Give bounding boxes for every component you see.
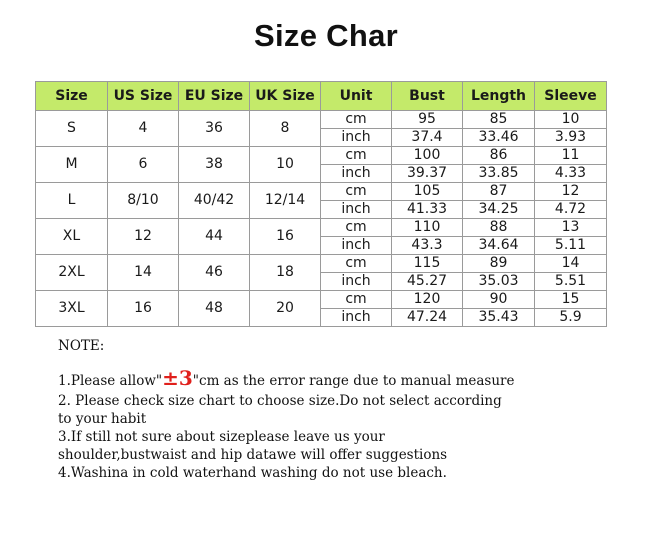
note-2: 2. Please check size chart to choose size.Do not select according	[58, 393, 502, 409]
us-size-cell: 6	[108, 147, 179, 183]
table-row	[36, 219, 607, 237]
sleeve-cell: 4.33	[535, 165, 607, 183]
unit-cell: cm	[321, 111, 392, 129]
note-4: 4.Washina in cold waterhand washing do not use bleach.	[58, 465, 447, 481]
sleeve-cell: 4.72	[535, 201, 607, 219]
us-size-cell: 4	[108, 111, 179, 147]
length-cell: 35.03	[463, 273, 535, 291]
size-cell: L	[36, 183, 108, 219]
sleeve-cell: 10	[535, 111, 607, 129]
bust-cell: 115	[392, 255, 463, 273]
uk-size-cell: 20	[250, 291, 321, 327]
header-uk-size: UK Size	[250, 82, 321, 111]
page-title: Size Char	[254, 18, 398, 53]
bust-cell: 39.37	[392, 165, 463, 183]
eu-size-cell: 38	[179, 147, 250, 183]
sleeve-cell: 12	[535, 183, 607, 201]
size-chart-table	[35, 81, 607, 327]
size-cell: 2XL	[36, 255, 108, 291]
size-cell: XL	[36, 219, 108, 255]
unit-cell: inch	[321, 129, 392, 147]
table-row	[36, 183, 607, 201]
note-3-continued: shoulder,bustwaist and hip datawe will offer suggestions	[58, 447, 448, 463]
table-row	[36, 291, 607, 309]
note-2-continued: to your habit	[58, 411, 147, 427]
bust-cell: 41.33	[392, 201, 463, 219]
error-range-value: ±3	[162, 366, 193, 390]
length-cell: 89	[463, 255, 535, 273]
length-cell: 33.46	[463, 129, 535, 147]
unit-cell: cm	[321, 183, 392, 201]
unit-cell: inch	[321, 201, 392, 219]
bust-cell: 95	[392, 111, 463, 129]
us-size-cell: 16	[108, 291, 179, 327]
uk-size-cell: 18	[250, 255, 321, 291]
bust-cell: 105	[392, 183, 463, 201]
unit-cell: inch	[321, 273, 392, 291]
header-unit: Unit	[321, 82, 392, 111]
header-length: Length	[463, 82, 535, 111]
bust-cell: 43.3	[392, 237, 463, 255]
note-1-text-end: "cm as the error range due to manual measure	[192, 373, 515, 389]
header-bust: Bust	[392, 82, 463, 111]
table-row	[36, 147, 607, 165]
length-cell: 34.64	[463, 237, 535, 255]
eu-size-cell: 44	[179, 219, 250, 255]
length-cell: 33.85	[463, 165, 535, 183]
length-cell: 90	[463, 291, 535, 309]
notes-section	[58, 337, 658, 482]
sleeve-cell: 5.9	[535, 309, 607, 327]
sleeve-cell: 11	[535, 147, 607, 165]
unit-cell: cm	[321, 291, 392, 309]
bust-cell: 120	[392, 291, 463, 309]
unit-cell: inch	[321, 237, 392, 255]
bust-cell: 110	[392, 219, 463, 237]
size-cell: M	[36, 147, 108, 183]
unit-cell: inch	[321, 309, 392, 327]
header-sleeve: Sleeve	[535, 82, 607, 111]
unit-cell: cm	[321, 219, 392, 237]
eu-size-cell: 48	[179, 291, 250, 327]
unit-cell: cm	[321, 147, 392, 165]
header-size: Size	[36, 82, 108, 111]
note-3: 3.If still not sure about sizeplease leave us your	[58, 429, 385, 445]
bust-cell: 37.4	[392, 129, 463, 147]
bust-cell: 47.24	[392, 309, 463, 327]
bust-cell: 45.27	[392, 273, 463, 291]
note-1-text-start: 1.Please allow"	[58, 373, 163, 389]
size-cell: S	[36, 111, 108, 147]
eu-size-cell: 40/42	[179, 183, 250, 219]
length-cell: 85	[463, 111, 535, 129]
header-eu-size: EU Size	[179, 82, 250, 111]
length-cell: 34.25	[463, 201, 535, 219]
sleeve-cell: 14	[535, 255, 607, 273]
eu-size-cell: 46	[179, 255, 250, 291]
unit-cell: cm	[321, 255, 392, 273]
sleeve-cell: 15	[535, 291, 607, 309]
uk-size-cell: 12/14	[250, 183, 321, 219]
length-cell: 86	[463, 147, 535, 165]
length-cell: 87	[463, 183, 535, 201]
sleeve-cell: 13	[535, 219, 607, 237]
uk-size-cell: 16	[250, 219, 321, 255]
us-size-cell: 14	[108, 255, 179, 291]
table-row	[36, 111, 607, 129]
table-header-row	[36, 82, 607, 111]
header-us-size: US Size	[108, 82, 179, 111]
unit-cell: inch	[321, 165, 392, 183]
us-size-cell: 12	[108, 219, 179, 255]
uk-size-cell: 10	[250, 147, 321, 183]
sleeve-cell: 3.93	[535, 129, 607, 147]
sleeve-cell: 5.11	[535, 237, 607, 255]
sleeve-cell: 5.51	[535, 273, 607, 291]
uk-size-cell: 8	[250, 111, 321, 147]
length-cell: 35.43	[463, 309, 535, 327]
length-cell: 88	[463, 219, 535, 237]
bust-cell: 100	[392, 147, 463, 165]
eu-size-cell: 36	[179, 111, 250, 147]
table-row	[36, 255, 607, 273]
size-cell: 3XL	[36, 291, 108, 327]
note-1	[58, 367, 658, 392]
us-size-cell: 8/10	[108, 183, 179, 219]
note-label: NOTE:	[58, 338, 105, 354]
